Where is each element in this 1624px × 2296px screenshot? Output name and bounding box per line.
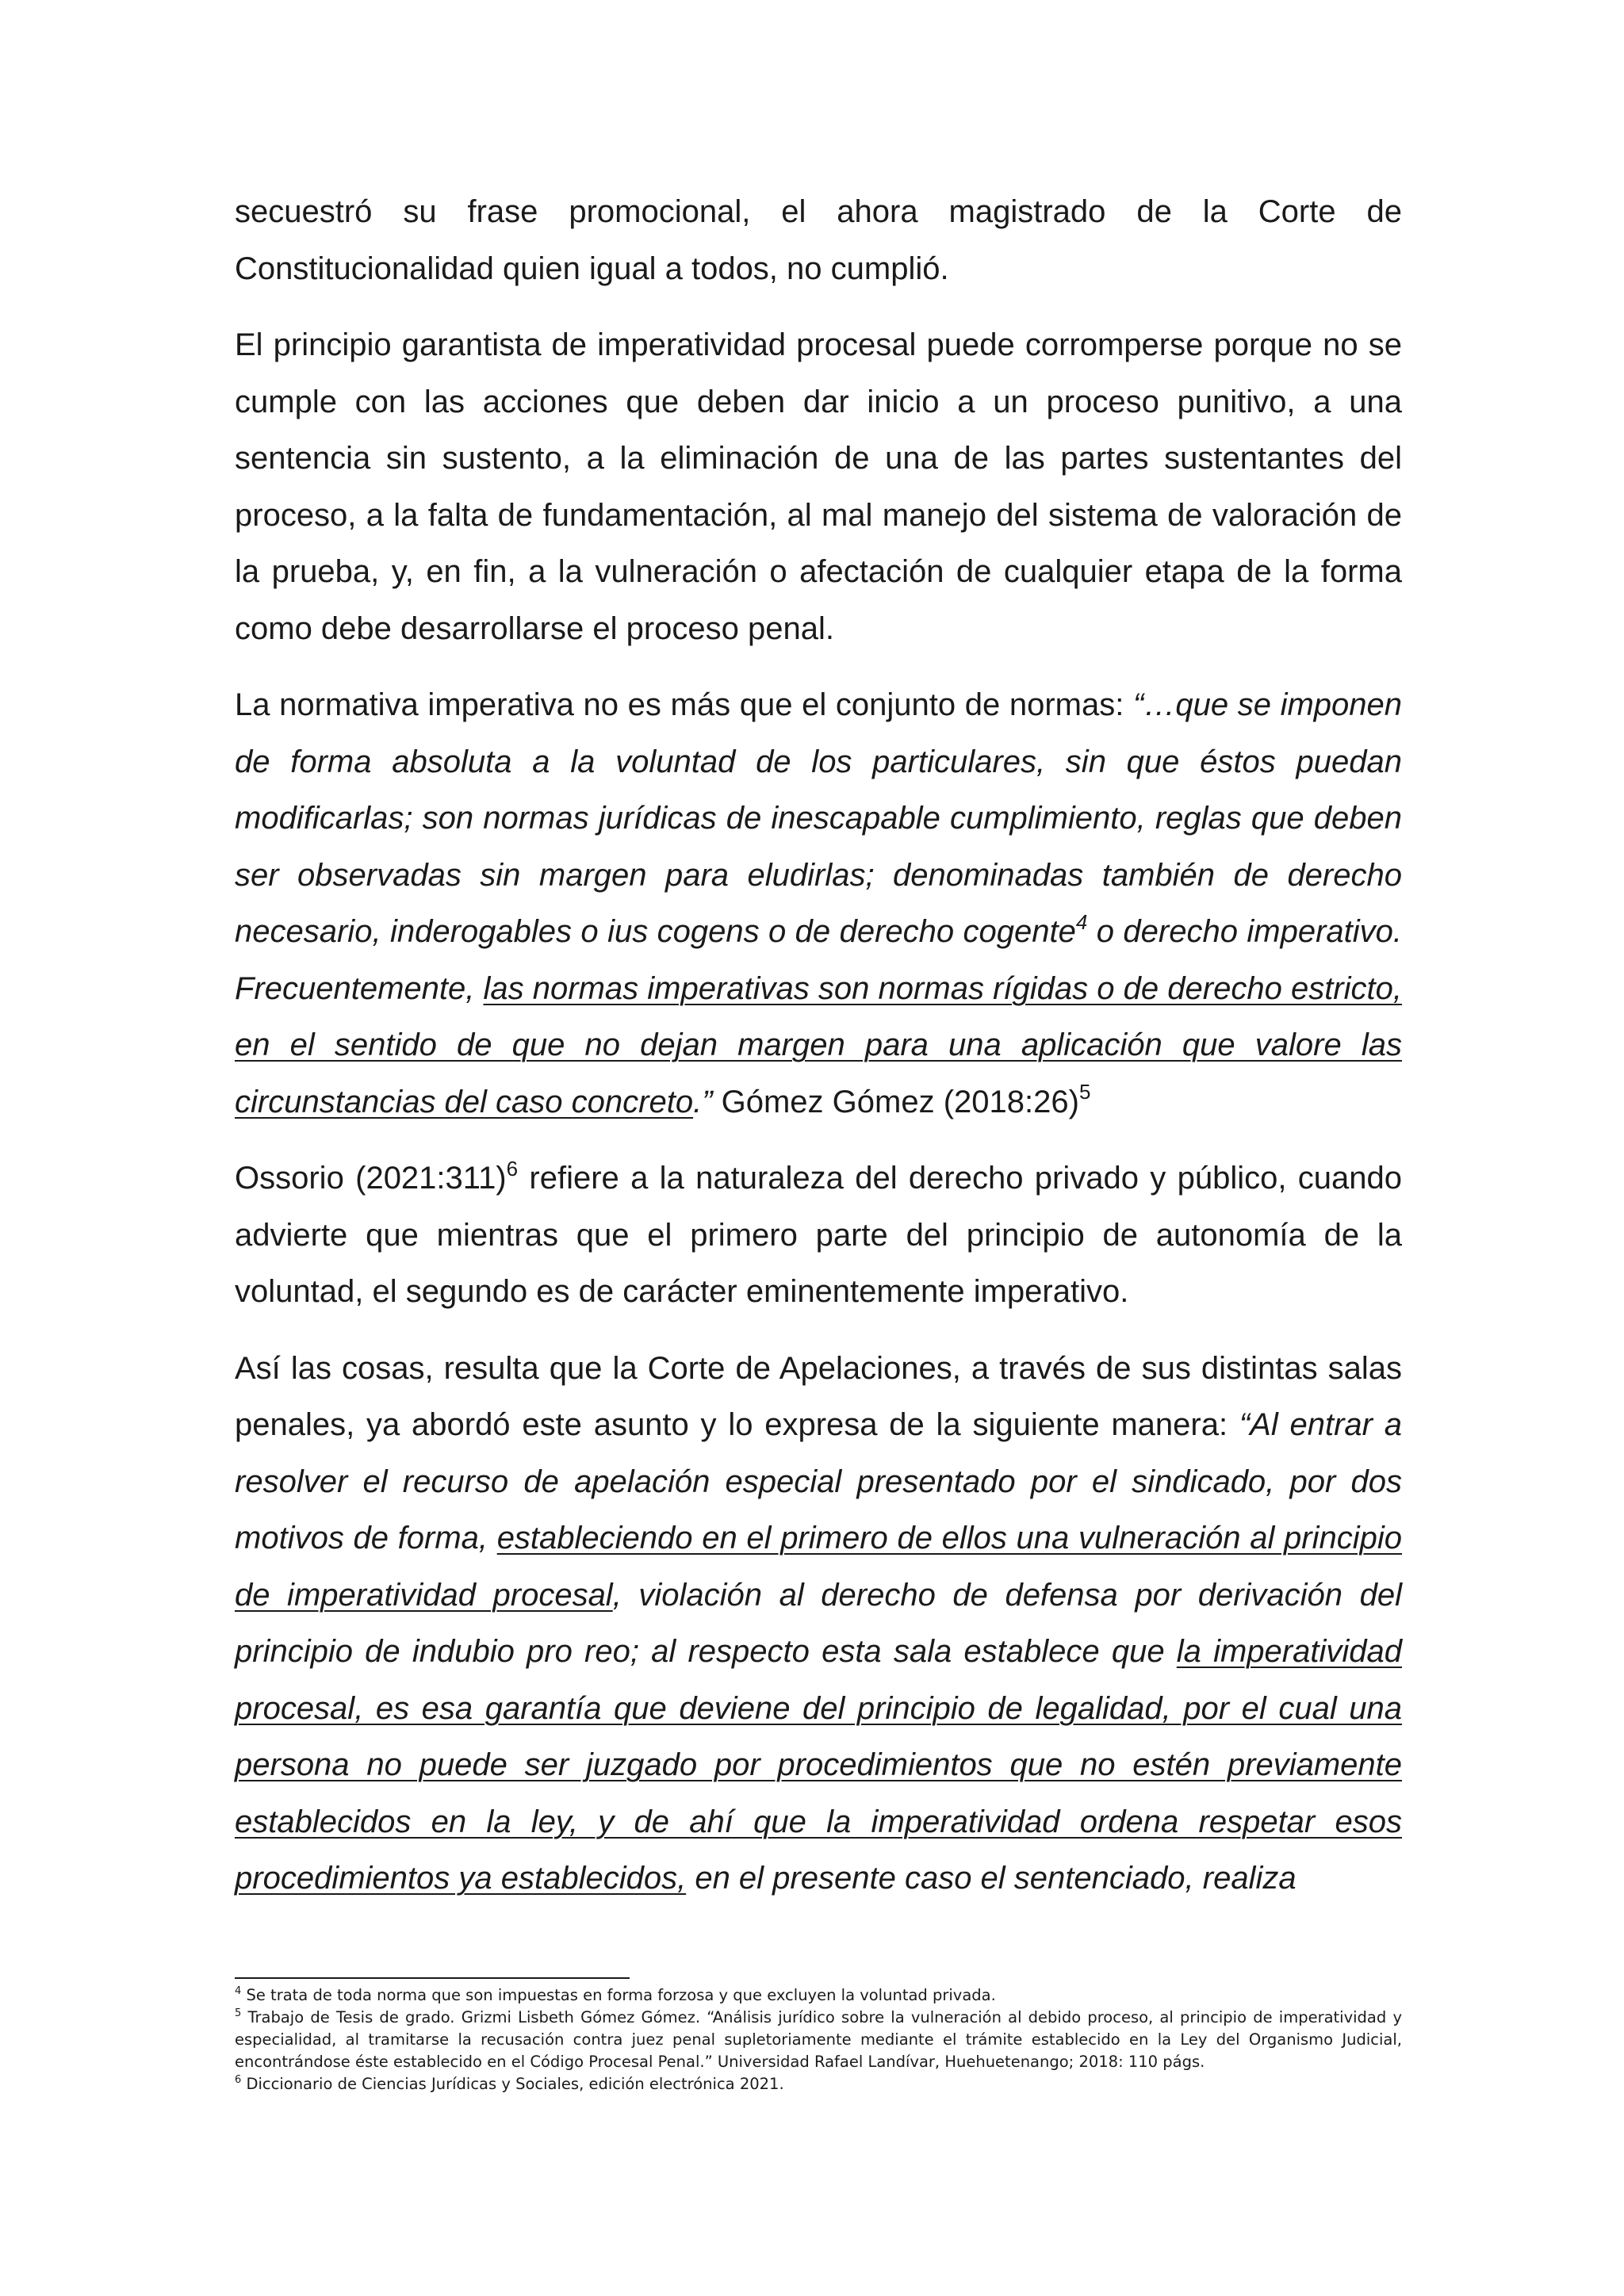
p3-quote-underlined: las normas imperativas son normas rígidas o de derecho estricto, en el sentido de que no dejan margen para una aplicación que valore las circunstancias del caso concreto — [235, 970, 1402, 1119]
footnote-5 — [235, 2007, 1402, 2073]
paragraph-4 — [235, 1150, 1402, 1321]
footnote-ref-6: 6 — [506, 1156, 519, 1181]
footnote-text: Diccionario de Ciencias Jurídicas y Sociales, edición electrónica 2021. — [241, 2075, 784, 2093]
footnote-ref-4: 4 — [1075, 909, 1088, 934]
footnote-number: 4 — [235, 1984, 242, 1997]
footnote-number: 6 — [235, 2073, 242, 2086]
paragraph-3 — [235, 677, 1402, 1131]
p4-text: refiere a la naturaleza del derecho privado y público, cuando advierte que mientras que el primero parte del principio de autonomía de la voluntad, el segundo es de carácter eminentemente imperativo. — [235, 1161, 1402, 1309]
paragraph-1: secuestró su frase promocional, el ahora magistrado de la Corte de Constitucionalidad quien igual a todos, no cumplió. — [235, 194, 1402, 286]
p5-quote-2: , violación al derecho de defensa por derivación del principio de indubio pro reo; al respecto esta sala establece que — [235, 1577, 1402, 1669]
footnote-number: 5 — [235, 2007, 242, 2019]
p3-quote-a: “…que se imponen de forma absoluta a la voluntad de los particulares, sin que éstos puedan modificarlas; son normas jurídicas de inescapable cumplimiento, reglas que deben ser observadas sin margen para eludirlas; denominadas también de derecho necesario, inderogables o ius cogens o de derecho cogente — [235, 687, 1403, 949]
footnotes — [235, 1984, 1402, 2095]
p3-intro: La normativa imperativa no es más que el conjunto de normas: — [235, 687, 1133, 722]
p3-quote-b: o derecho imperativo. Frecuentemente, — [235, 914, 1403, 1006]
p3-quote-end: .” — [693, 1084, 713, 1119]
footnote-6 — [235, 2073, 1402, 2095]
p3-citation: Gómez Gómez (2018:26) — [712, 1084, 1079, 1119]
p5-intro: Así las cosas, resulta que la Corte de Apelaciones, a través de sus distintas salas penales, ya abordó este asunto y lo expresa de la siguiente manera: — [235, 1350, 1402, 1442]
footnote-ref-5: 5 — [1078, 1080, 1091, 1104]
p5-quote-1: “Al entrar a resolver el recurso de apelación especial presentado por el sindicado, por dos motivos de forma, — [235, 1407, 1402, 1556]
p4-author: Ossorio (2021:311) — [235, 1161, 507, 1196]
footnote-4 — [235, 1984, 1402, 2007]
footnote-text: Trabajo de Tesis de grado. Grizmi Lisbeth Gómez Gómez. “Análisis jurídico sobre la vulneración al debido proceso, al principio de imperatividad y especialidad, al tramitarse la recusación contra juez penal supletoriamente mediante el trámite establecido en la Ley del Organismo Judicial, encontrándose éste establecido en el Código Procesal Penal.” Universidad Rafael Landívar, Huehuetenango; 2018: 110 págs. — [235, 2008, 1402, 2071]
p5-underline-1: estableciendo en el primero de ellos una vulneración al principio de imperatividad procesal — [235, 1521, 1402, 1613]
p5-underline-2: la imperatividad procesal, es esa garantía que deviene del principio de legalidad, por el cual una persona no puede ser juzgado por procedimientos que no estén previamente establecidos en la ley, y de ahí que la imperatividad ordena respetar esos procedimientos ya establecidos, — [235, 1634, 1402, 1896]
footnote-text: Se trata de toda norma que son impuestas en forma forzosa y que excluyen la voluntad privada. — [241, 1986, 996, 2004]
paragraph-2: El principio garantista de imperatividad procesal puede corromperse porque no se cumple con las acciones que deben dar inicio a un proceso punitivo, a una sentencia sin sustento, a la eliminación de una de las partes sustentantes del proceso, a la falta de fundamentación, al mal manejo del sistema de valoración de la prueba, y, en fin, a la vulneración o afectación de cualquier etapa de la forma como debe desarrollarse el proceso penal. — [235, 327, 1402, 646]
footnote-separator — [235, 1977, 630, 1979]
body-text — [235, 184, 1402, 1908]
p5-quote-3: en el presente caso el sentenciado, realiza — [686, 1861, 1297, 1896]
paragraph-5 — [235, 1341, 1402, 1908]
